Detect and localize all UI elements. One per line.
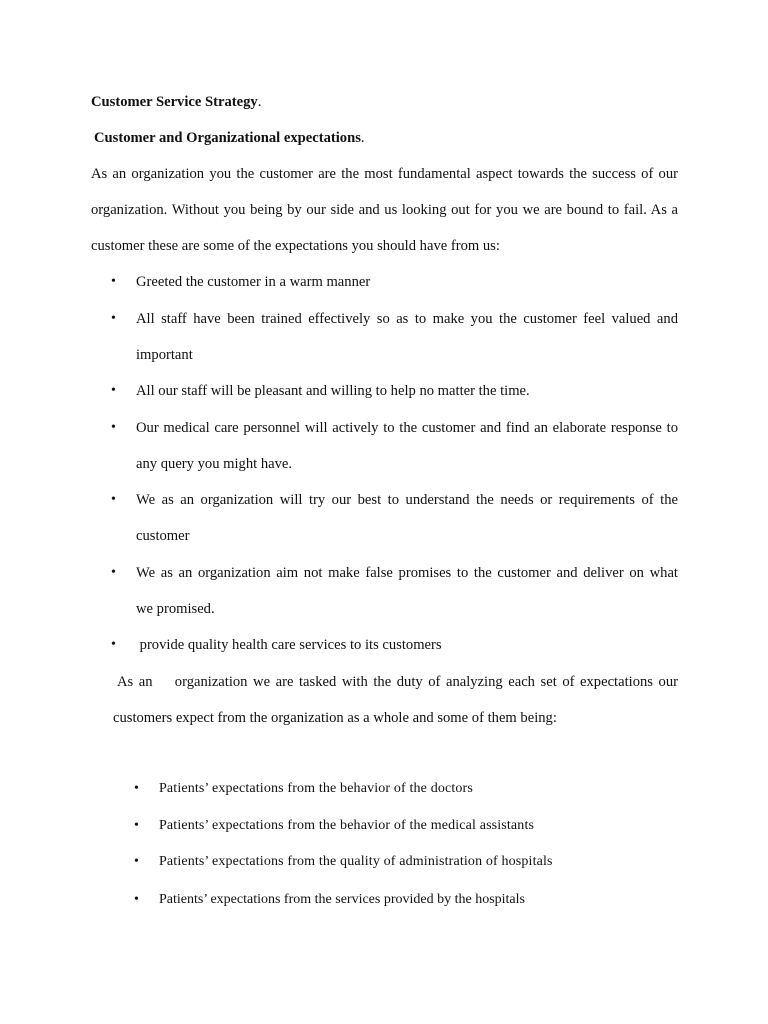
bullet-icon: • — [134, 854, 139, 869]
patient-expectation-2: Patients’ expectations from the behavior of the medical assistants — [159, 818, 535, 833]
bullet-icon: • — [134, 818, 139, 833]
patient-expectation-4: Patients’ expectations from the services provided by the hospitals — [159, 892, 525, 907]
bullet-icon: • — [111, 274, 116, 289]
expectation-item-1: Greeted the customer in a warm manner — [136, 274, 371, 290]
patient-expectation-3: Patients’ expectations from the quality of administration of hospitals — [159, 854, 553, 869]
expectation-item-2-line-1: All staff have been trained effectively so as to make you the customer feel valued and — [136, 311, 678, 327]
intro-line-1: As an organization you the customer are the most fundamental aspect towards the success of our — [91, 166, 678, 182]
expectation-item-7: provide quality health care services to its customers — [136, 637, 442, 653]
expectation-item-4-line-1: Our medical care personnel will actively to the customer and find an elaborate response to — [136, 420, 678, 436]
analysis-line-1: As an organization we are tasked with the duty of analyzing each set of expectations our — [117, 674, 678, 690]
bullet-icon: • — [111, 492, 116, 507]
expectation-item-4-line-2: any query you might have. — [136, 456, 293, 472]
bullet-icon: • — [111, 637, 116, 652]
expectation-item-5-line-1: We as an organization will try our best to understand the needs or requirements of the — [136, 492, 678, 508]
expectation-item-2-line-2: important — [136, 347, 193, 363]
bullet-icon: • — [111, 565, 116, 580]
bullet-icon: • — [111, 420, 116, 435]
title-period: . — [257, 94, 262, 110]
section-heading: Customer and Organizational expectations — [94, 130, 361, 146]
expectation-item-3: All our staff will be pleasant and willing to help no matter the time. — [136, 383, 530, 399]
expectation-item-5-line-2: customer — [136, 528, 190, 544]
bullet-icon: • — [111, 311, 116, 326]
bullet-icon: • — [111, 383, 116, 398]
bullet-icon: • — [134, 781, 139, 796]
expectation-item-6-line-1: We as an organization aim not make false promises to the customer and deliver on what — [136, 565, 678, 581]
expectation-item-6-line-2: we promised. — [136, 601, 215, 617]
section-heading-period: . — [360, 130, 365, 146]
bullet-icon: • — [134, 892, 139, 907]
intro-line-3: customer these are some of the expectations you should have from us: — [91, 238, 500, 254]
section-heading-line — [94, 129, 365, 147]
document-title: Customer Service Strategy — [91, 94, 258, 110]
patient-expectation-1: Patients’ expectations from the behavior of the doctors — [159, 781, 473, 796]
intro-line-2: organization. Without you being by our side and us looking out for you we are bound to fail. As a — [91, 202, 678, 218]
analysis-line-2: customers expect from the organization as a whole and some of them being: — [113, 710, 557, 726]
document-title-line — [91, 93, 261, 111]
